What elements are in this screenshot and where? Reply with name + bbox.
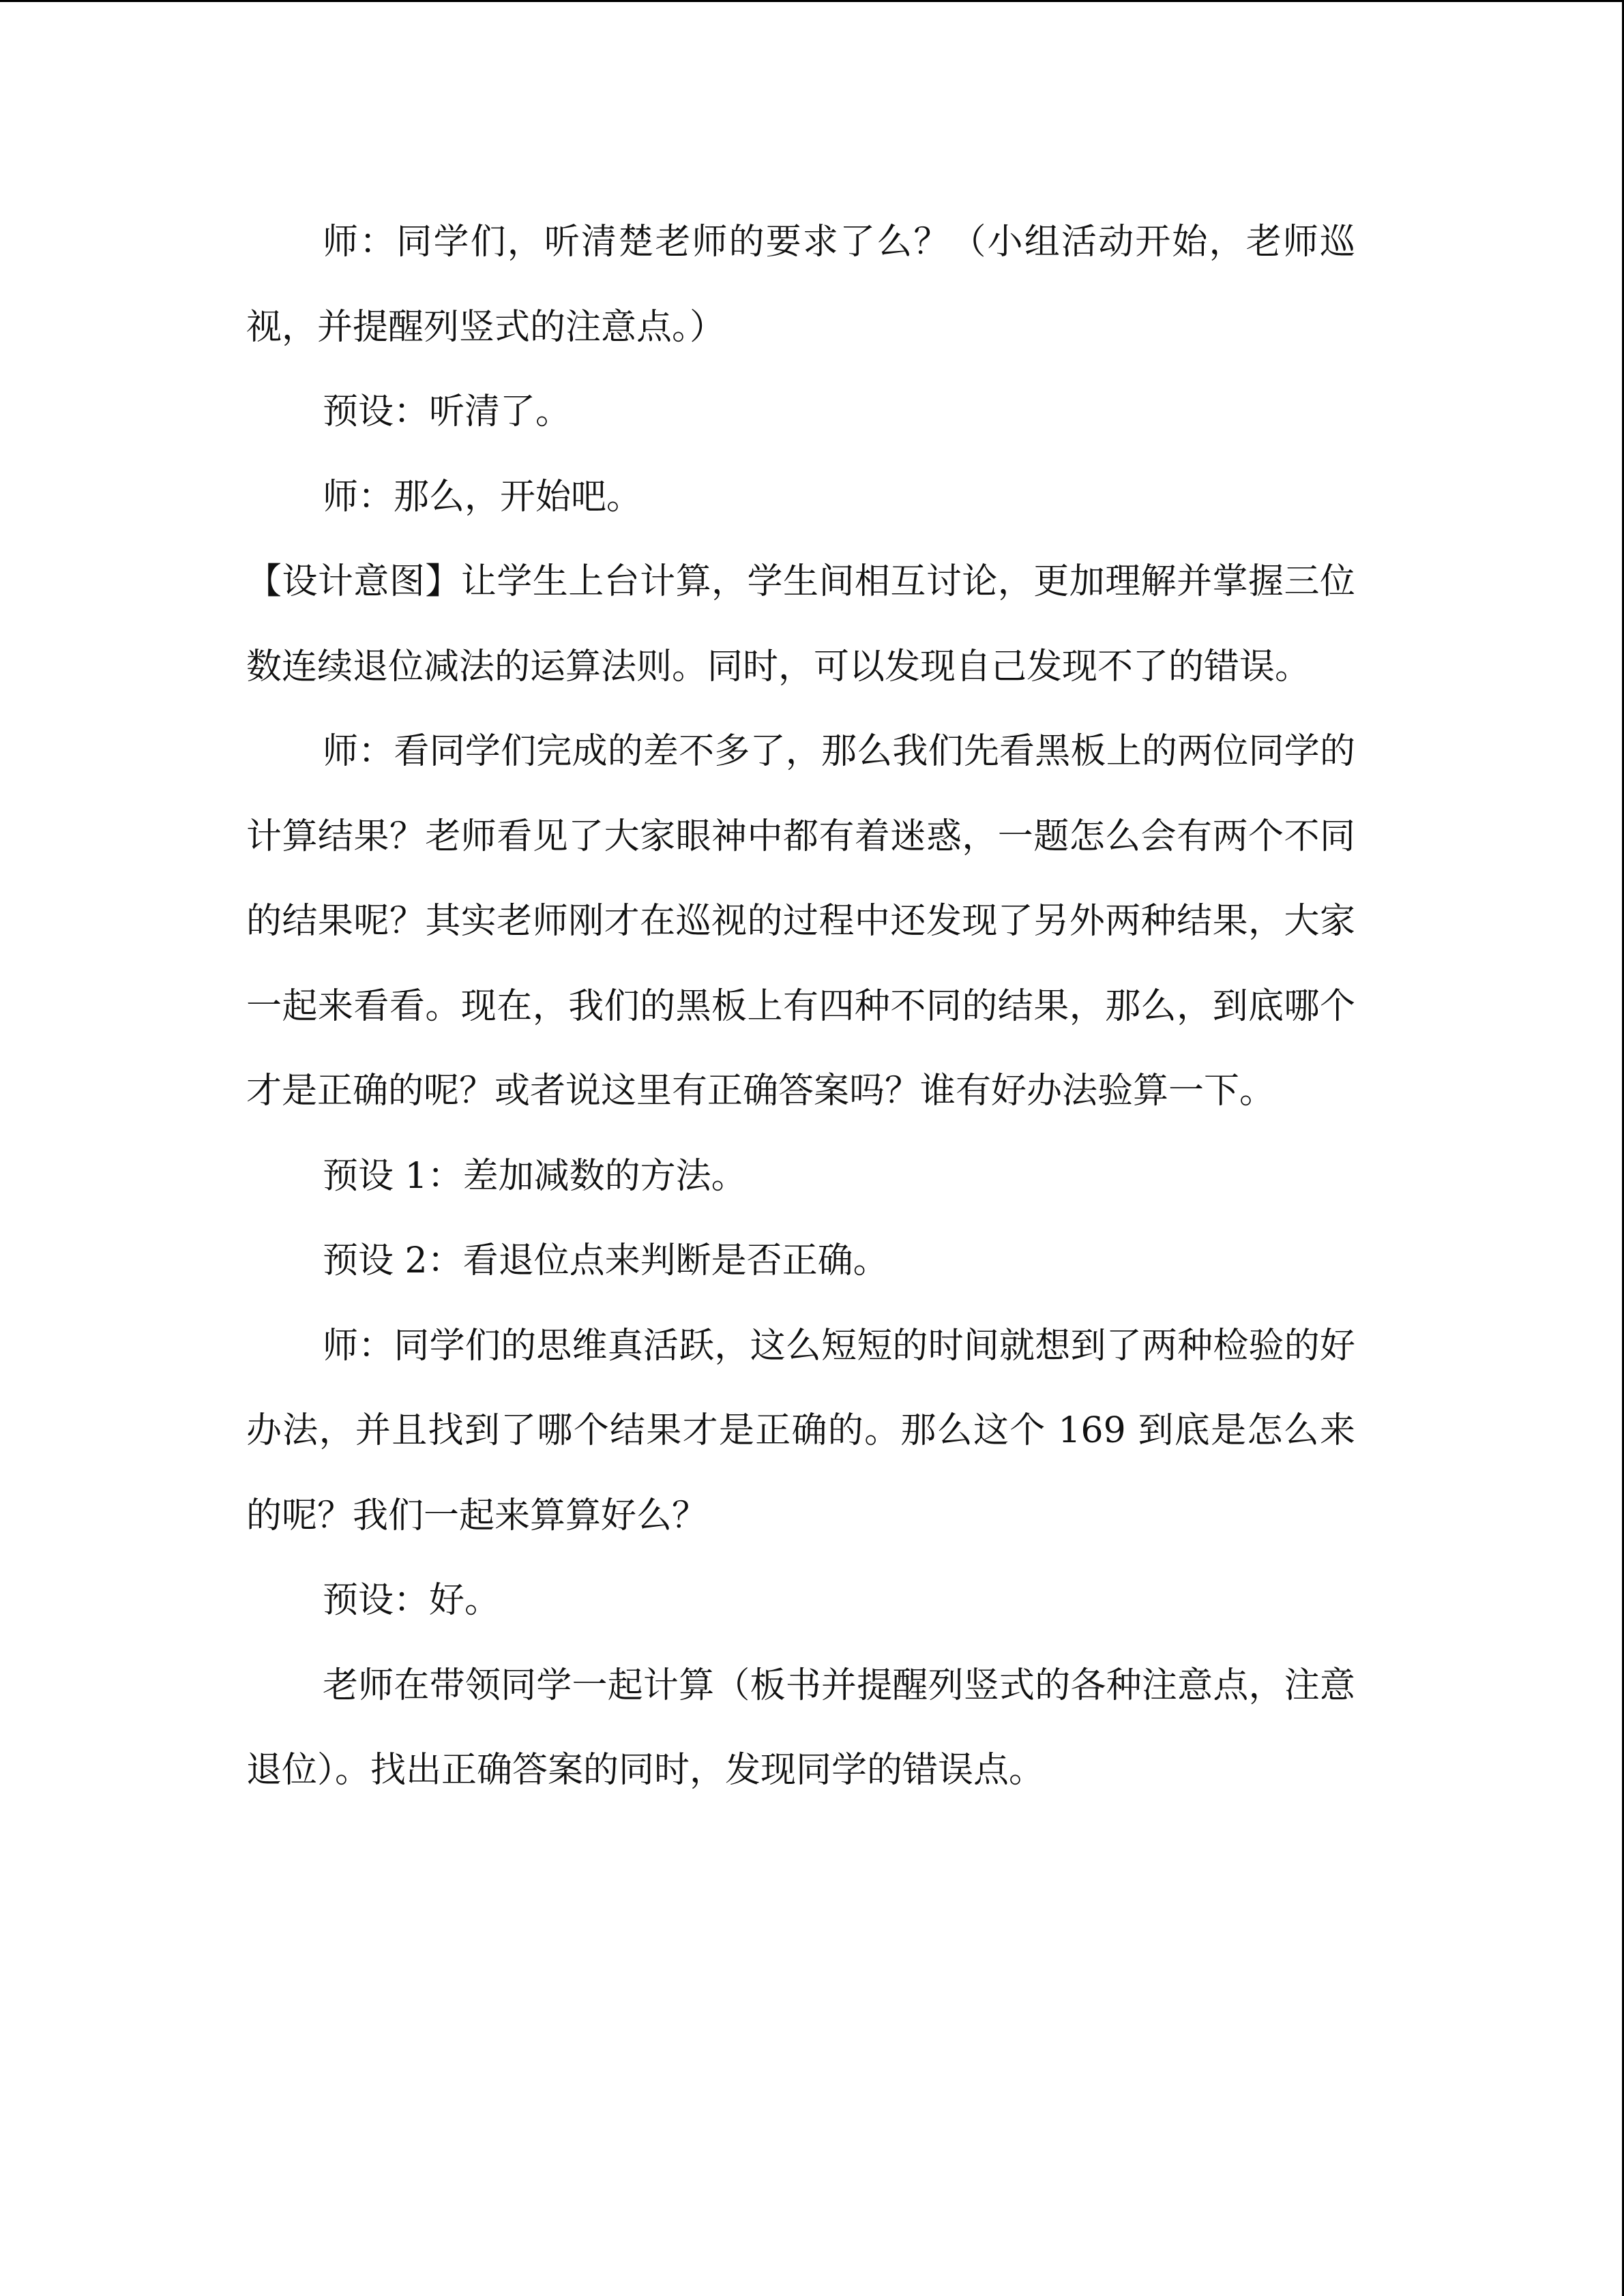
paragraph-design-intent: 【设计意图】让学生上台计算，学生间相互讨论，更加理解并掌握三位数连续退位减法的运算法则。同时，可以发现自己发现不了的错误。 bbox=[246, 561, 1355, 687]
paragraph-preset-heard: 预设：听清了。 bbox=[323, 391, 572, 432]
paragraph-teacher-instruction: 师：同学们，听清楚老师的要求了么？（小组活动开始，老师巡视，并提醒列竖式的注意点。） bbox=[246, 222, 1355, 348]
paragraph-preset-ok: 预设：好。 bbox=[323, 1580, 501, 1621]
document-body bbox=[246, 200, 1355, 1813]
paragraph-teacher-results: 师：看同学们完成的差不多了，那么我们先看黑板上的两位同学的计算结果？老师看见了大家眼神中都有着迷惑，一题怎么会有两个不同的结果呢？其实老师刚才在巡视的过程中还发现了另外两种结果，大家一起来看看。现在，我们的黑板上有四种不同的结果，那么，到底哪个才是正确的呢？或者说这里有正确答案吗？谁有好办法验算一下。 bbox=[246, 731, 1355, 1112]
paragraph-teacher-praise: 师：同学们的思维真活跃，这么短短的时间就想到了两种检验的好办法，并且找到了哪个结果才是正确的。那么这个 169 到底是怎么来的呢？我们一起来算算好么？ bbox=[246, 1325, 1355, 1536]
paragraph-preset-2: 预设 2：看退位点来判断是否正确。 bbox=[323, 1240, 889, 1281]
paragraph-preset-1: 预设 1：差加减数的方法。 bbox=[323, 1155, 747, 1197]
paragraph-teacher-calculation: 老师在带领同学一起计算（板书并提醒列竖式的各种注意点，注意退位）。找出正确答案的同时，发现同学的错误点。 bbox=[246, 1665, 1355, 1791]
paragraph-teacher-start: 师：那么，开始吧。 bbox=[323, 476, 643, 518]
